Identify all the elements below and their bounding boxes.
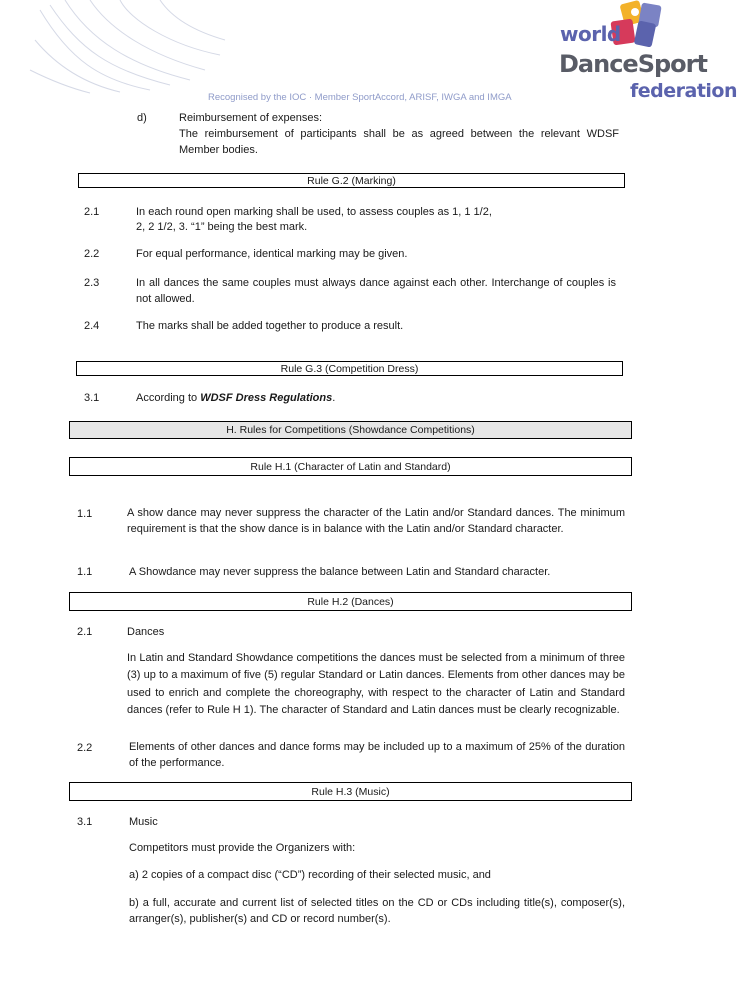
dress-regulations-ref: WDSF Dress Regulations [200,392,333,404]
rule-list-item-a: a) 2 copies of a compact disc (“CD”) recording of their selected music, and [129,869,491,881]
rule-heading-g3: Rule G.3 (Competition Dress) [76,361,623,376]
rule-text [136,390,616,406]
rule-number: 3.1 [84,392,100,404]
rule-title: Music [129,816,158,828]
rule-number: 2.3 [84,277,100,289]
rule-heading-h3: Rule H.3 (Music) [69,782,632,801]
item-text: The reimbursement of participants shall be as agreed between the relevant WDSF Member bodies. [179,128,619,156]
item-letter: d) [137,112,147,124]
rule-number: 1.1 [77,566,93,578]
decorative-line-art [30,0,230,95]
text-suffix: . [332,392,336,404]
rule-text: A show dance may never suppress the character of the Latin and/or Standard dances. The minimum requirement is that the show dance is in balance with the Latin and/or Standard character. [127,507,625,535]
rule-title: Dances [127,626,165,638]
rule-list-item-b: b) a full, accurate and current list of selected titles on the CD or CDs including title(s), composer(s), arranger(s), publisher(s) and CD or record number(s). [129,897,625,925]
rule-text: In all dances the same couples must always dance against each other. Interchange of couples is not allowed. [136,277,616,305]
logo-world-text: world [560,22,621,46]
item-title: Reimbursement of expenses: [179,112,323,124]
text-prefix: According to [136,392,201,404]
logo-dancesport-text: DanceSport [559,50,707,78]
rule-number: 3.1 [77,816,93,828]
rule-intro: Competitors must provide the Organizers with: [129,842,356,854]
rule-heading-g2: Rule G.2 (Marking) [78,173,625,188]
section-heading-h: H. Rules for Competitions (Showdance Competitions) [69,421,632,439]
rule-text: A Showdance may never suppress the balance between Latin and Standard character. [129,566,551,578]
rule-text: Elements of other dances and dance forms may be included up to a maximum of 25% of the duration of the performance. [129,741,625,769]
rule-text: The marks shall be added together to produce a result. [136,320,404,332]
rule-text: In each round open marking shall be used, to assess couples as 1, 1 1/2, [136,206,492,218]
recognition-line: Recognised by the IOC · Member SportAccord, ARISF, IWGA and IMGA [208,92,512,103]
rule-heading-h2: Rule H.2 (Dances) [69,592,632,611]
rule-number: 2.4 [84,320,100,332]
rule-number: 2.2 [84,248,100,260]
rule-number: 2.1 [77,626,93,638]
rule-text: In Latin and Standard Showdance competitions the dances must be selected from a minimum of three (3) up to a maximum of five (5) regular Standard or Latin dances. Elements from other dances may be used to enrich and complete the choreography, with respect to the character of Latin and Standard dances (refer to Rule H 1). The character of Standard and Latin dances must be clearly recognizable. [127,652,625,716]
rule-number: 2.1 [84,206,100,218]
logo-federation-text: federation [630,80,737,102]
rule-number: 1.1 [77,508,93,520]
rule-heading-h1: Rule H.1 (Character of Latin and Standard) [69,457,632,476]
rule-number: 2.2 [77,742,93,754]
rule-text-continued: 2, 2 1/2, 3. “1” being the best mark. [136,221,308,233]
rule-text: For equal performance, identical marking may be given. [136,248,408,260]
